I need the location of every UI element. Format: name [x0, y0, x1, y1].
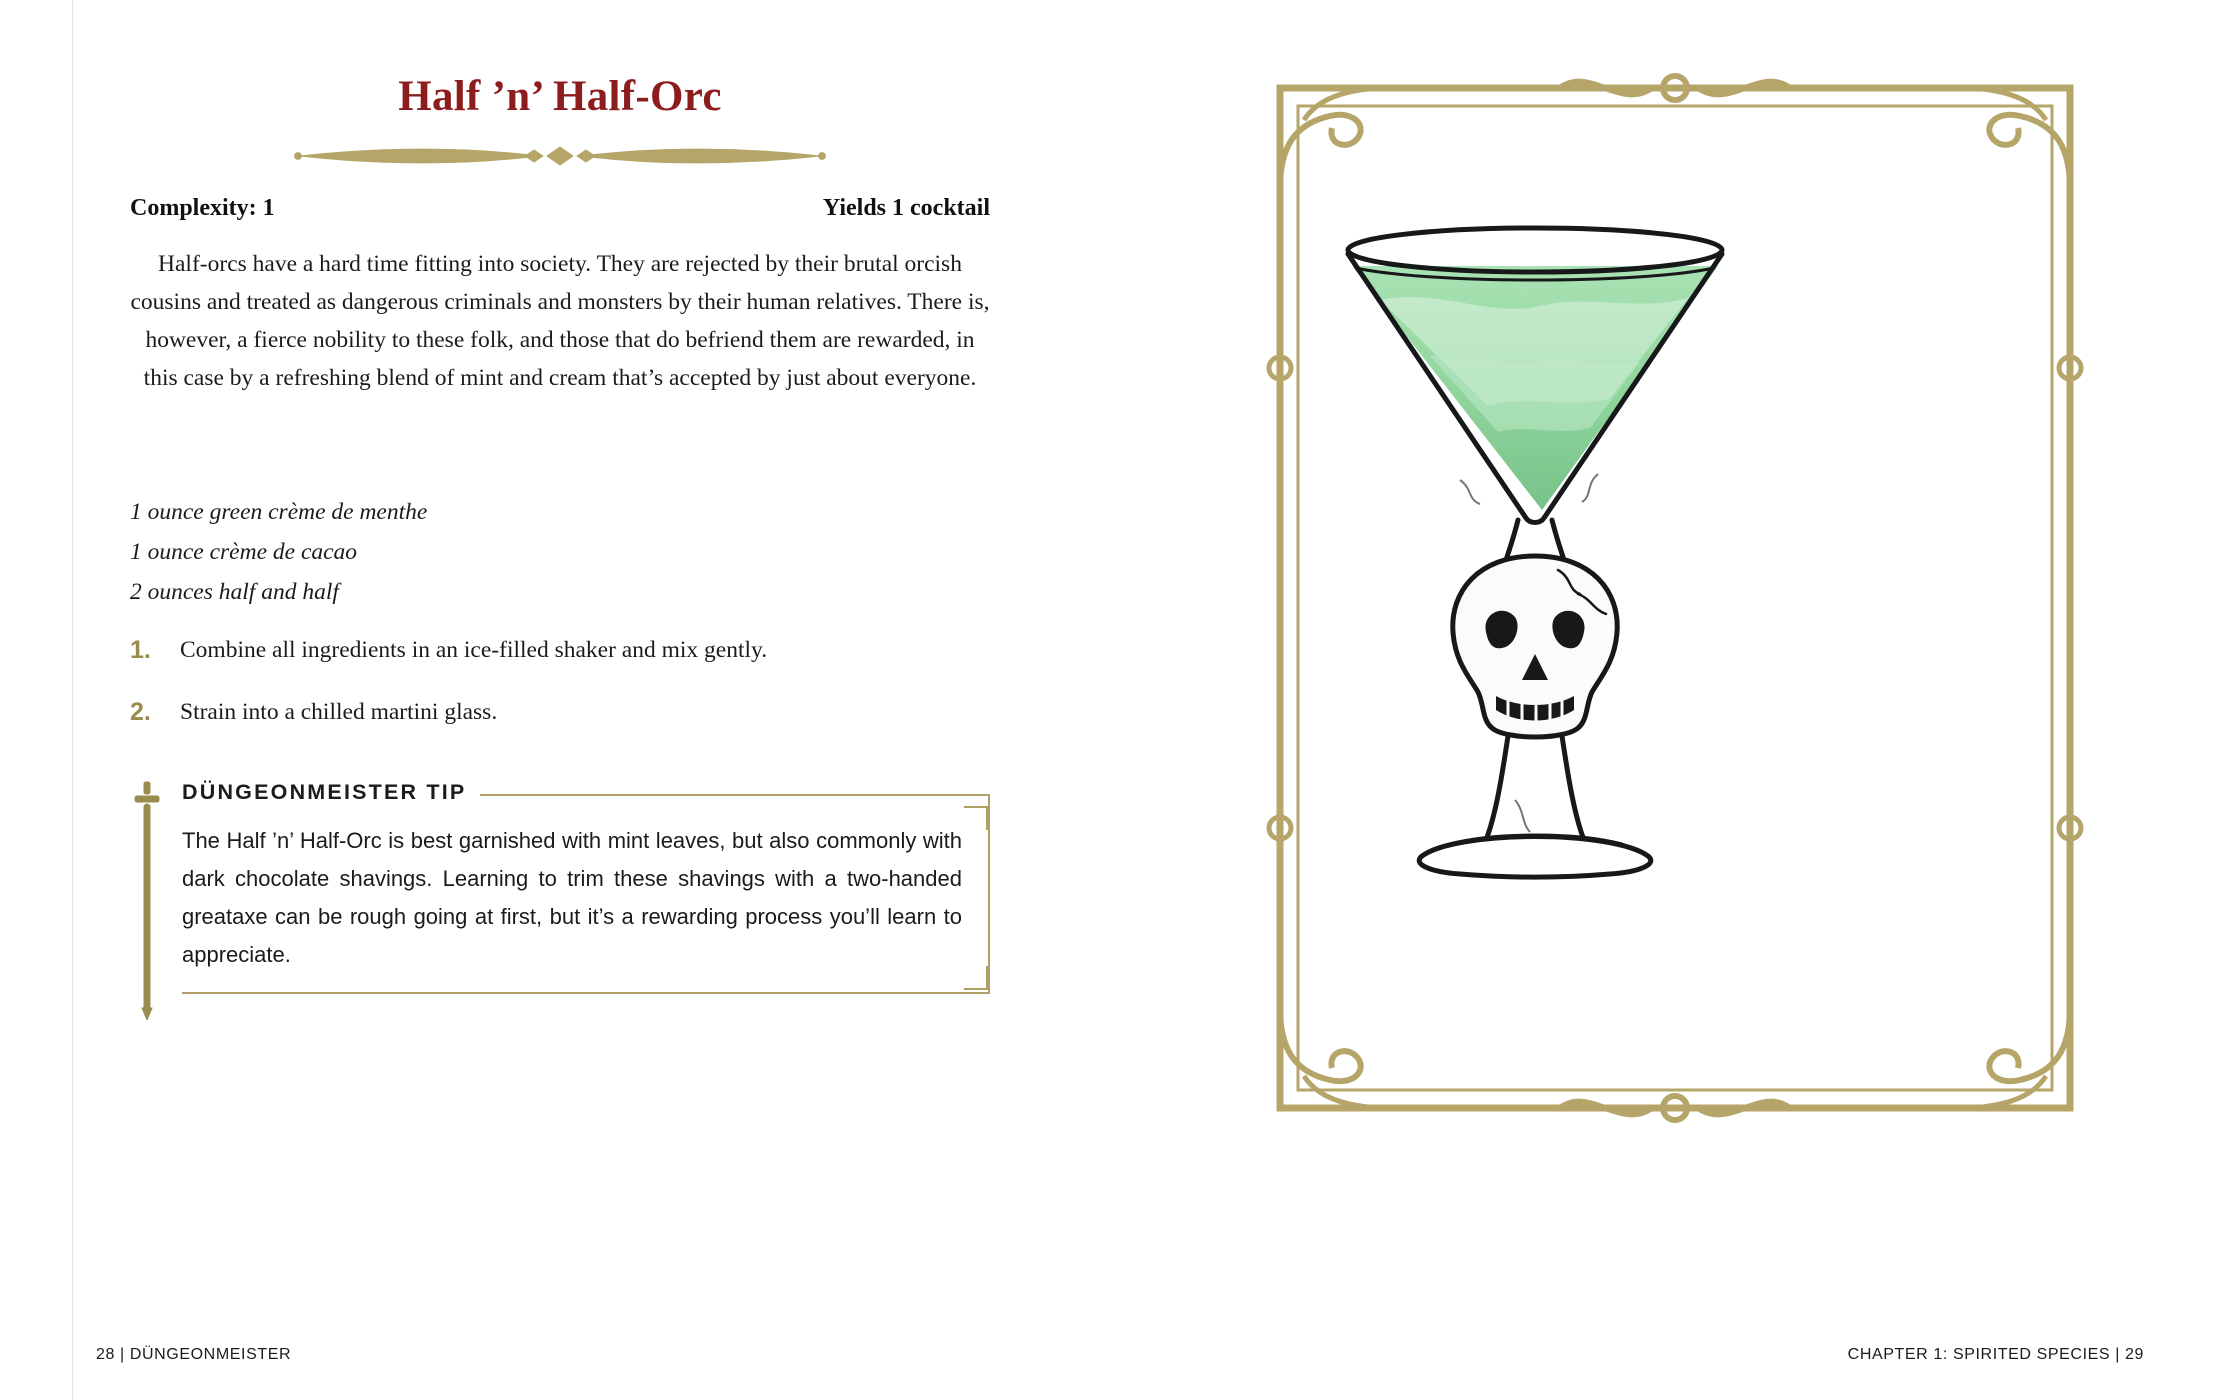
tip-heading: DÜNGEONMEISTER TIP: [182, 780, 480, 805]
list-item: [130, 697, 990, 727]
page-title: Half ’n’ Half-Orc: [398, 73, 722, 120]
list-item: 1 ounce crème de cacao: [130, 539, 358, 565]
sword-icon: [130, 780, 164, 1020]
tip-corner-top-right: [964, 806, 988, 830]
tip-body: The Half ’n’ Half-Orc is best garnished with mint leaves, but also commonly with dark chocolate shavings. Learning to trim these shavings with a two-handed greataxe can be rough going at first, but it’s a rewarding process you’ll learn to appreciate.: [182, 828, 962, 967]
recipe-intro: Half-orcs have a hard time fitting into society. They are rejected by their brutal orcish cousins and treated as dangerous criminals and monsters by their human relatives. There is, however, a fierce nobility to these folk, and those that do befriend them are rewarded, in this case by a refreshing blend of mint and cream that’s accepted by just about everyone.: [130, 251, 990, 391]
list-item: 1 ounce green crème de menthe: [130, 499, 428, 525]
tip-callout: [130, 780, 990, 1040]
step-text: Strain into a chilled martini glass.: [180, 699, 498, 725]
footer-right: CHAPTER 1: SPIRITED SPECIES | 29: [1847, 1346, 2144, 1363]
step-text: Combine all ingredients in an ice-filled shaker and mix gently.: [180, 637, 768, 663]
list-item: [130, 635, 990, 665]
page-edge-rule: [72, 0, 73, 1400]
step-number: 2.: [130, 698, 151, 726]
list-item: 2 ounces half and half: [130, 579, 339, 605]
yield: Yields 1 cocktail: [822, 195, 990, 221]
step-number: 1.: [130, 636, 151, 664]
footer-left: 28 | DÜNGEONMEISTER: [96, 1346, 292, 1363]
recipe-meta: [130, 195, 990, 222]
tip-corner-bottom-right: [964, 966, 988, 990]
instruction-list: [130, 635, 990, 759]
tip-border-bottom: [182, 992, 990, 994]
complexity: Complexity: 1: [130, 195, 275, 221]
cocktail-illustration: [1310, 180, 1760, 880]
ingredient-list: [130, 492, 990, 612]
right-page: [1120, 0, 2240, 1400]
tip-border-right: [988, 794, 990, 994]
ornamental-divider: [130, 143, 990, 169]
